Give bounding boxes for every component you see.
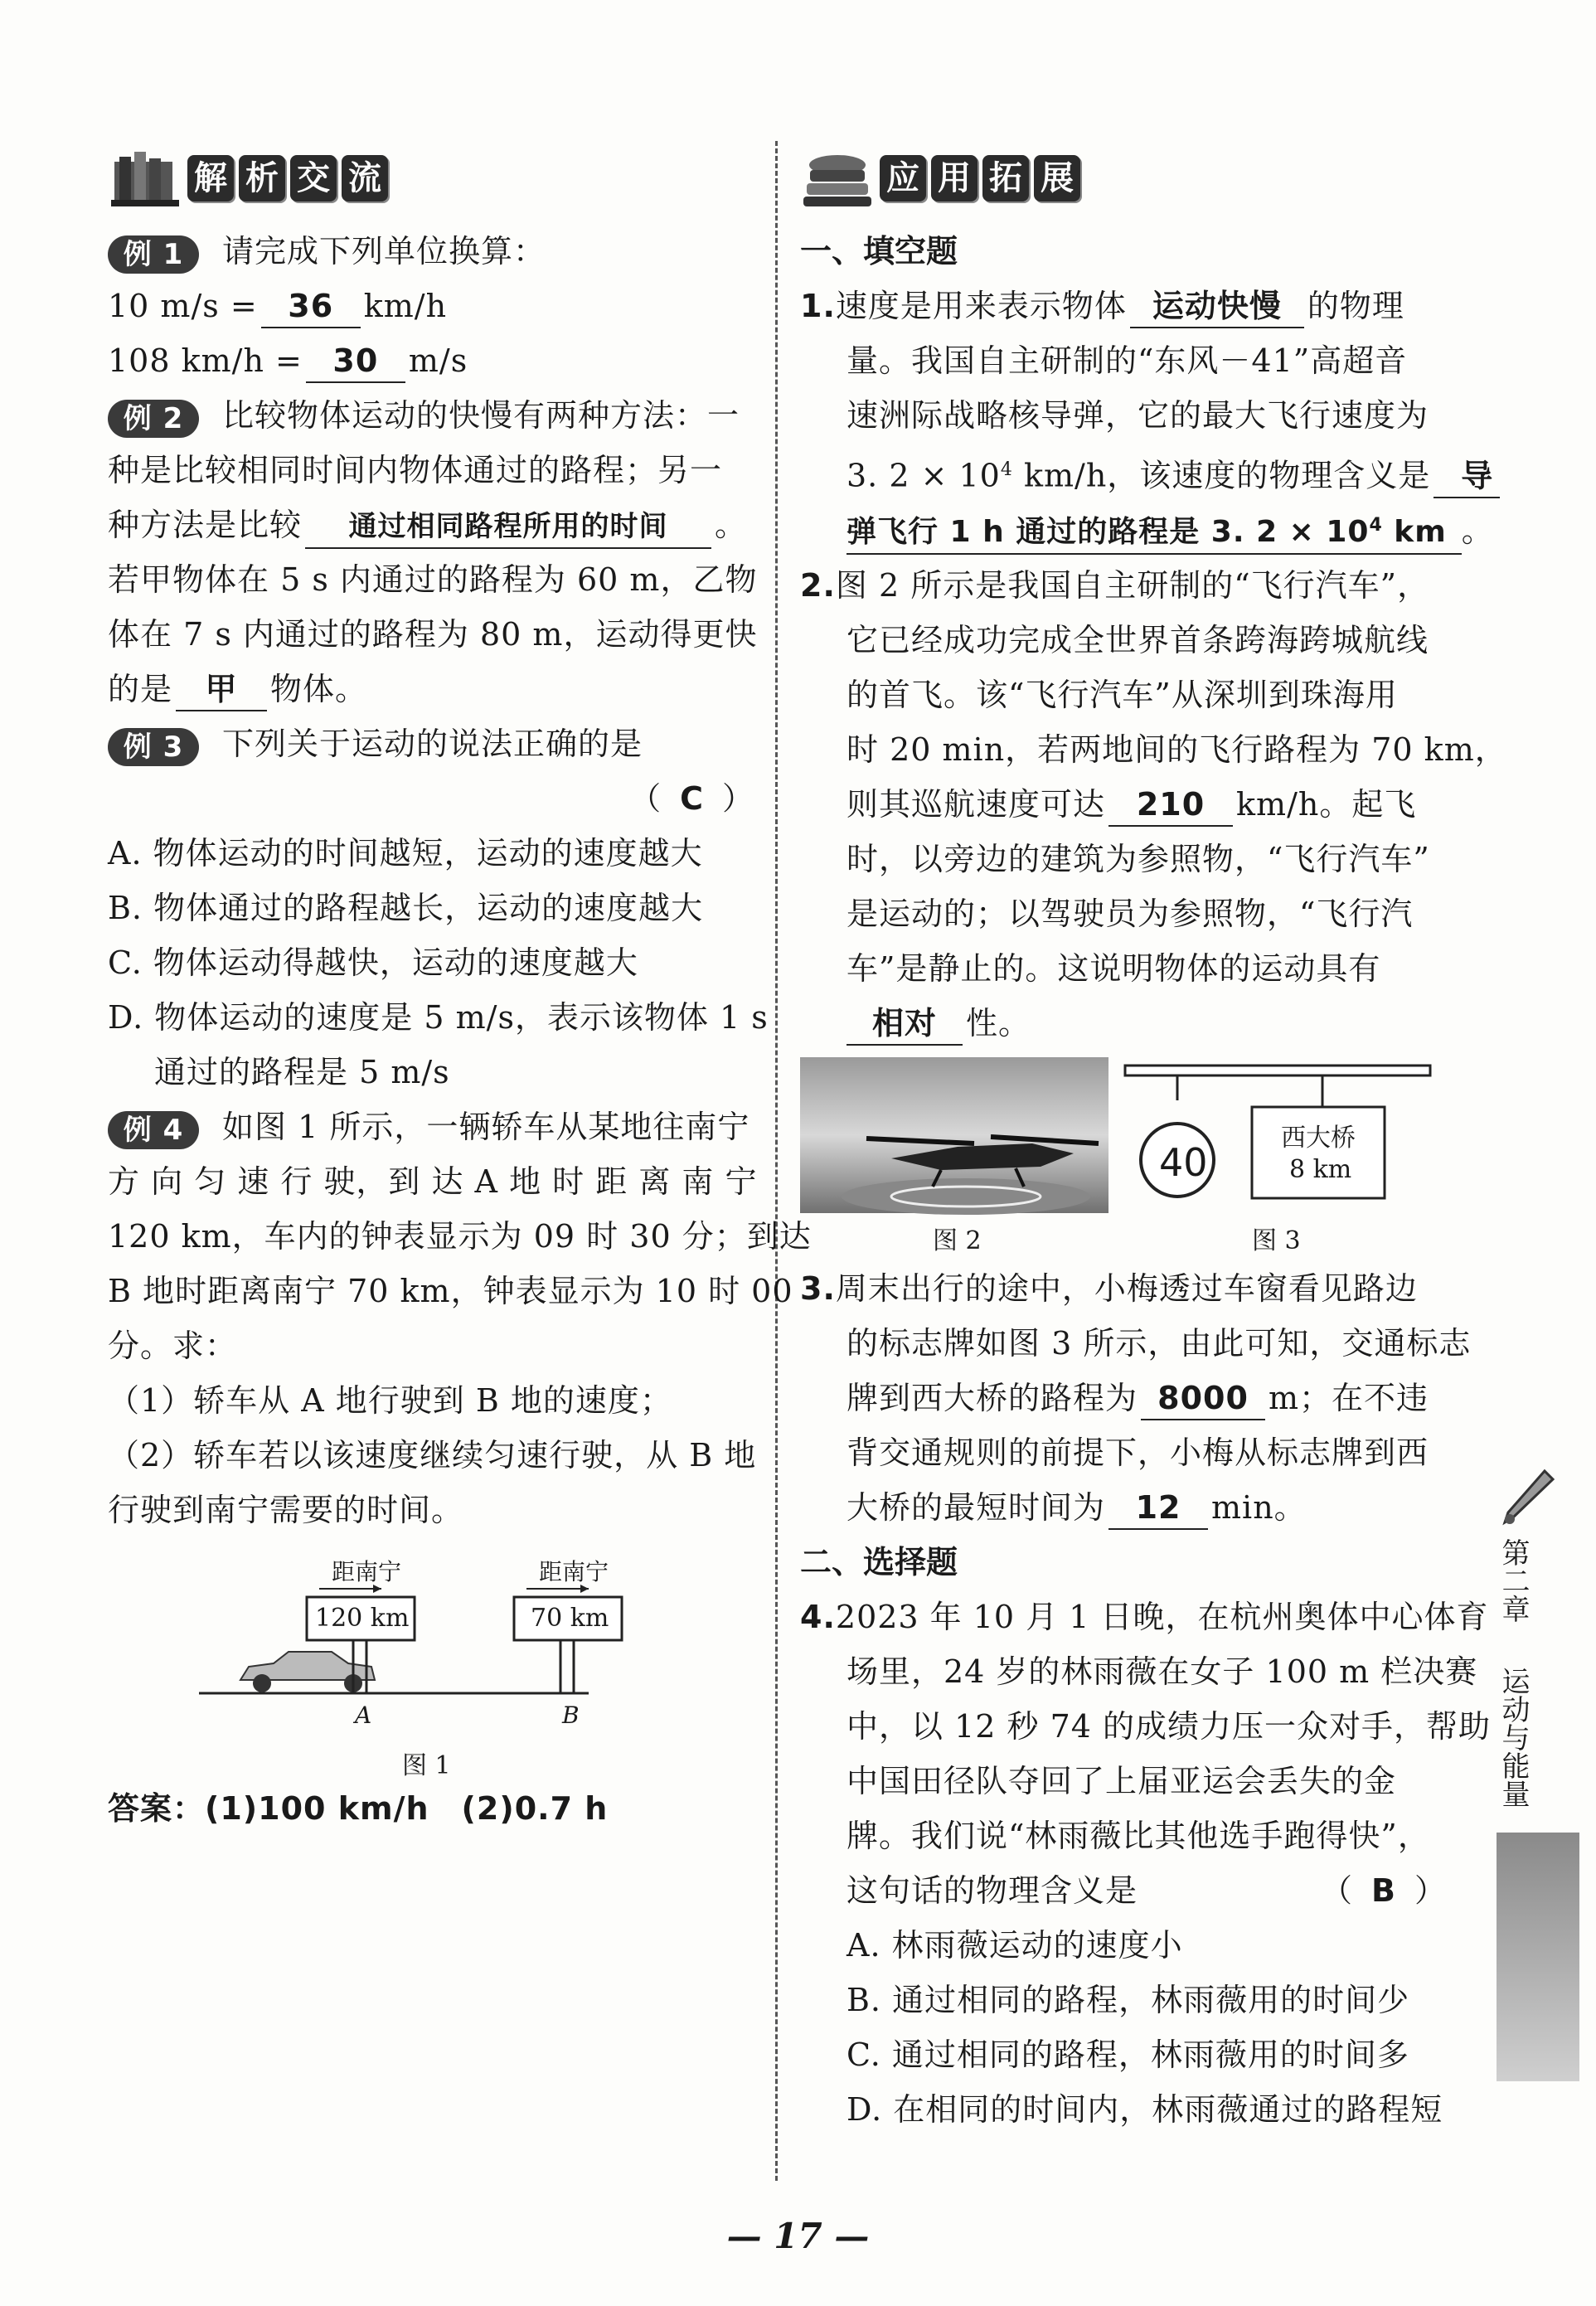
answer-blank: 弹飞行 1 h 通过的路程是 3. $2 \times 10^4$ km — [847, 505, 1462, 555]
chapter-title: 运动与能量 — [1497, 1667, 1530, 1808]
speed-limit-value: 40 — [1159, 1139, 1208, 1185]
question-1-line-2: 量。我国自主研制的“东风－41”高超音 — [847, 342, 1408, 379]
sign-a-title: 距南宁 — [332, 1558, 402, 1585]
figure-1 — [108, 1537, 754, 1778]
example-3-stem: 例 3 下列关于运动的说法正确的是 — [108, 716, 754, 771]
example-4-question-2: （2）轿车若以该速度继续匀速行驶，从 B 地 — [108, 1437, 757, 1473]
section-char: 展 — [1034, 155, 1080, 201]
answer-blank: 通过相同路程所用的时间 — [305, 506, 711, 549]
chapter-label: 第二章 — [1497, 1538, 1530, 1623]
question-2-line-4: 时 20 min，若两地间的飞行路程为 70 km， — [847, 731, 1507, 768]
figures-2-3 — [800, 1057, 1447, 1256]
example-2-line-6: 的是 甲 物体。 — [108, 662, 754, 716]
flying-car-photo — [800, 1057, 1108, 1215]
section-char: 析 — [239, 155, 285, 201]
road-signs-diagram — [108, 1537, 754, 1778]
answer-blank: 210 — [1108, 784, 1233, 827]
side-tab-shade — [1497, 1833, 1579, 2081]
question-2-line-7: 是运动的；以驾驶员为参照物，“飞行汽 — [847, 895, 1414, 932]
answer-blank: 30 — [306, 340, 405, 383]
section-char: 拓 — [982, 155, 1029, 201]
example-4-line-1: 例 4 如图 1 所示，一辆轿车从某地往南宁 — [108, 1100, 754, 1154]
point-a-label: A — [355, 1702, 372, 1729]
question-4-line-4: 中国田径队夺回了上届亚运会丢失的金 — [847, 1762, 1397, 1799]
question-1-line-3: 速洲际战略核导弹，它的最大飞行速度为 — [847, 397, 1429, 434]
sign-a-value: 120 km — [315, 1604, 410, 1633]
question-4-line-3: 中，以 12 秒 74 的成绩力压一众对手，帮助 — [847, 1707, 1492, 1745]
sign-distance: 8 km — [1289, 1154, 1352, 1184]
question-3-line-4: 背交通规则的前提下，小梅从标志牌到西 — [847, 1434, 1429, 1471]
left-column — [108, 133, 812, 1836]
example-2-line-2: 种是比较相同时间内物体通过的路程；另一 — [108, 452, 723, 488]
example-1-label: 例 1 — [108, 235, 199, 274]
option-a: A. 物体运动的时间越短，运动的速度越大 — [108, 835, 703, 871]
fill-blank-heading: 一、填空题 — [800, 233, 958, 269]
option-b: B. 物体通过的路程越长，运动的速度越大 — [108, 890, 704, 926]
question-2-line-8: 车”是静止的。这说明物体的运动具有 — [847, 949, 1381, 987]
example-4-line-4: B 地时距离南宁 70 km，钟表显示为 10 时 00 — [108, 1273, 793, 1309]
sign-b-value: 70 km — [531, 1604, 609, 1633]
option-a: A. 林雨薇运动的速度小 — [847, 1926, 1183, 1964]
example-2-line-4: 若甲物体在 5 s 内通过的路程为 60 m，乙物 — [108, 561, 758, 598]
question-4-line-2: 场里，24 岁的林雨薇在女子 100 m 栏决赛 — [847, 1653, 1478, 1690]
example-3-answer: （ C ） — [629, 780, 754, 817]
example-4-question-2-cont: 行驶到南宁需要的时间。 — [108, 1492, 464, 1528]
question-2-line-5: 则其巡航速度可达 210 km/h。起飞 — [800, 777, 1447, 832]
example-1-stem: 例 1 请完成下列单位换算： — [108, 224, 754, 279]
example-2-line-3: 种方法是比较 通过相同路程所用的时间 。 — [108, 498, 754, 552]
right-column — [800, 133, 1507, 2137]
analysis-section-header — [108, 133, 754, 224]
option-b: B. 通过相同的路程，林雨薇用的时间少 — [847, 1981, 1410, 2018]
question-4-answer: （ B ） — [1321, 1872, 1447, 1909]
answer-blank: 导 — [1433, 455, 1500, 498]
question-2-line-9: 相对 性。 — [800, 996, 1447, 1051]
example-2-line-5: 体在 7 s 内通过的路程为 80 m，运动得更快 — [108, 616, 758, 653]
question-1-line-4: 3. $2 \times 10^4$ km/h，该速度的物理含义是 导 — [800, 443, 1447, 503]
question-1-line-5: 弹飞行 1 h 通过的路程是 3. $2 \times 10^4$ km 。 — [800, 503, 1447, 558]
section-char: 解 — [187, 155, 234, 201]
multiple-choice-heading: 二、选择题 — [800, 1543, 958, 1580]
section-char: 交 — [290, 155, 337, 201]
question-3-line-5: 大桥的最短时间为 12 min。 — [800, 1480, 1447, 1535]
figure-1-caption: 图 1 — [402, 1751, 451, 1780]
example-1-line-1: 10 m/s = 36 km/h — [108, 279, 754, 333]
example-3-label: 例 3 — [108, 728, 199, 766]
question-4-line-5: 牌。我们说“林雨薇比其他选手跑得快”， — [847, 1817, 1430, 1854]
section-char: 应 — [880, 155, 926, 201]
sign-place-name: 西大桥 — [1281, 1123, 1356, 1153]
figure-2-caption: 图 2 — [933, 1226, 982, 1255]
example-4-answer: 答案：(1)100 km/h (2)0.7 h — [108, 1790, 609, 1827]
example-4-line-2: 方 向 匀 速 行 驶，到 达 A 地 时 距 离 南 宁 — [108, 1163, 758, 1200]
question-2-line-2: 它已经成功完成全世界首条跨海跨城航线 — [847, 621, 1429, 658]
answer-blank: 12 — [1108, 1487, 1208, 1530]
question-3-line-1: 3.周末出行的途中，小梅透过车窗看见路边 — [800, 1270, 1418, 1307]
answer-blank: 相对 — [847, 1003, 963, 1046]
question-2-line-1: 2.图 2 所示是我国自主研制的“飞行汽车”， — [800, 566, 1430, 604]
extension-section-header — [800, 133, 1447, 224]
example-4-label: 例 4 — [108, 1111, 199, 1149]
answer-blank: 36 — [261, 285, 361, 328]
book-stack-icon — [108, 145, 182, 211]
option-c: C. 物体运动得越快，运动的速度越大 — [108, 944, 638, 981]
option-d: D. 物体运动的速度是 5 m/s，表示该物体 1 s — [108, 999, 769, 1036]
section-char: 流 — [342, 155, 388, 201]
book-stack-icon — [800, 145, 875, 211]
section-char: 用 — [931, 155, 977, 201]
answer-blank: 甲 — [176, 668, 267, 711]
example-4-question-1: （1）轿车从 A 地行驶到 B 地的速度； — [108, 1382, 672, 1419]
page-number: — 17 — — [726, 2216, 870, 2256]
option-d: D. 在相同的时间内，林雨薇通过的路程短 — [847, 2090, 1443, 2128]
answer-blank: 8000 — [1141, 1377, 1265, 1420]
question-3-line-3: 牌到西大桥的路程为 8000 m；在不违 — [800, 1371, 1447, 1425]
question-3-line-2: 的标志牌如图 3 所示，由此可知，交通标志 — [847, 1324, 1472, 1362]
pencil-icon — [1497, 1459, 1563, 1526]
question-2-line-6: 时，以旁边的建筑为参照物，“飞行汽车” — [847, 840, 1430, 877]
car-icon — [240, 1652, 375, 1692]
sign-b-title: 距南宁 — [539, 1558, 609, 1585]
column-divider — [775, 141, 778, 2181]
option-c: C. 通过相同的路程，林雨薇用的时间多 — [847, 2036, 1409, 2073]
option-d-cont: 通过的路程是 5 m/s — [154, 1054, 450, 1090]
figure-3-caption: 图 3 — [1252, 1226, 1301, 1255]
question-4-line-1: 4.2023 年 10 月 1 日晚，在杭州奥体中心体育 — [800, 1598, 1489, 1635]
example-4-line-5: 分。求： — [108, 1328, 238, 1364]
question-1-line-1: 1.速度是用来表示物体 运动快慢 的物理 — [800, 279, 1447, 333]
point-b-label: B — [562, 1702, 580, 1729]
question-4-line-6: 这句话的物理含义是 （ B ） — [800, 1863, 1447, 1918]
example-2-line-1: 例 2 比较物体运动的快慢有两种方法：一 — [108, 388, 754, 443]
example-1-line-2: 108 km/h = 30 m/s — [108, 333, 754, 388]
example-4-line-3: 120 km，车内的钟表显示为 09 时 30 分；到达 — [108, 1218, 812, 1255]
question-2-line-3: 的首飞。该“飞行汽车”从深圳到珠海用 — [847, 676, 1398, 713]
example-2-label: 例 2 — [108, 400, 199, 438]
answer-blank: 运动快慢 — [1130, 285, 1304, 328]
